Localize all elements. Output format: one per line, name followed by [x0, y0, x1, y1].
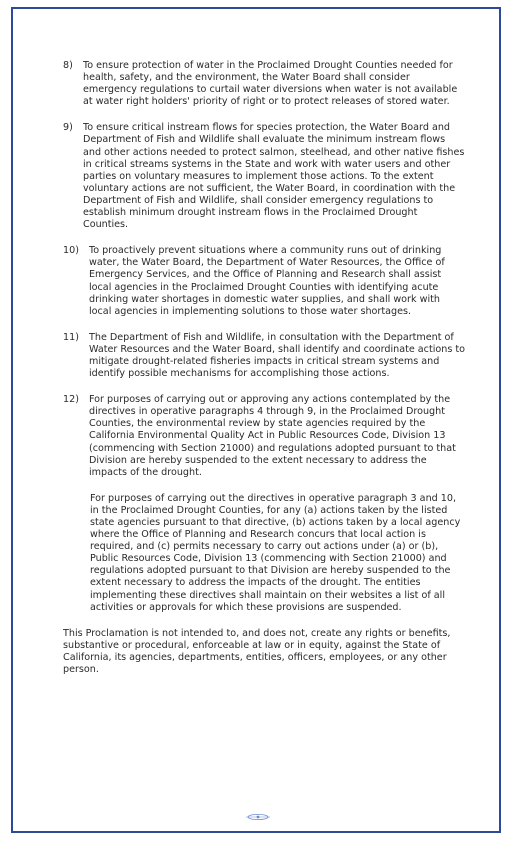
list-item: [63, 60, 465, 108]
item-number: 8): [63, 60, 73, 71]
list-item: [63, 122, 465, 231]
item-text: For purposes of carrying out or approving any actions contemplated by the directives in operative paragraphs 4 through 9, in the Proclaimed Drought Counties, the environmental review by state agencies required by the California Environmental Quality Act in Public Resources Code, Division 13 (commencing with Section 21000) and regulations adopted pursuant to that Division are hereby suspended to the extent necessary to address the impacts of the drought.: [89, 394, 456, 478]
recycled-paper-logo-icon: [242, 813, 274, 821]
item-number: 10): [63, 245, 79, 257]
item-12-continuation: For purposes of carrying out the directives in operative paragraph 3 and 10, in the Proclaimed Drought Counties, for any (a) actions taken by the listed state agencies pursuant to that directive, (b) actions taken by a local agency where the Office of Planning and Research concurs that local action is required, and (c) permits necessary to carry out actions under (a) or (b), Public Resources Code, Division 13 (commencing with Section 21000) and regulations adopted pursuant to that Division are hereby suspended to the extent necessary to address the impacts of the drought. The entities implementing these directives shall maintain on their websites a list of all activities or approvals for which these provisions are suspended.: [90, 492, 461, 613]
list-item: [63, 245, 465, 318]
list-item: [63, 332, 465, 380]
item-text: The Department of Fish and Wildlife, in consultation with the Department of Water Resources and the Water Board, shall identify and coordinate actions to mitigate drought-related fisheries impacts in critical stream systems and identify possible mechanisms for accomplishing those actions.: [89, 331, 466, 380]
closing-paragraph: This Proclamation is not intended to, and does not, create any rights or benefits, substantive or procedural, enforceable at law or in equity, against the State of California, its agencies, departments, entities, officers, employees, or any other person.: [63, 627, 451, 676]
item-text: To ensure protection of water in the Proclaimed Drought Counties needed for health, safety, and the environment, the Water Board shall consider emergency regulations to curtail water diversions when water is not available at water right holders' priority of right or to protect releases of stored water.: [83, 60, 458, 108]
item-text: To proactively prevent situations where a community runs out of drinking water, the Water Board, the Department of Water Resources, the Office of Emergency Services, and the Office of Planning and Research shall assist local agencies in the Proclaimed Drought Counties with identifying acute drinking water shortages in domestic water supplies, and shall work with local agencies in implementing solutions to those water shortages.: [89, 245, 445, 317]
list-item: [63, 394, 465, 479]
document-body: [63, 60, 465, 676]
item-number: 9): [63, 122, 73, 134]
item-number: 11): [63, 331, 79, 343]
item-number: 12): [63, 394, 79, 406]
item-text: To ensure critical instream flows for species protection, the Water Board and Department of Fish and Wildlife shall evaluate the minimum instream flows and other actions needed to protect salmon, steelhead, and other native fishes in critical streams systems in the State and work with water users and other parties on voluntary measures to implement those actions. To the extent voluntary actions are not sufficient, the Water Board, in coordination with the Department of Fish and Wildlife, shall consider emergency regulations to establish minimum drought instream flows in the Proclaimed Drought Counties.: [83, 122, 465, 231]
